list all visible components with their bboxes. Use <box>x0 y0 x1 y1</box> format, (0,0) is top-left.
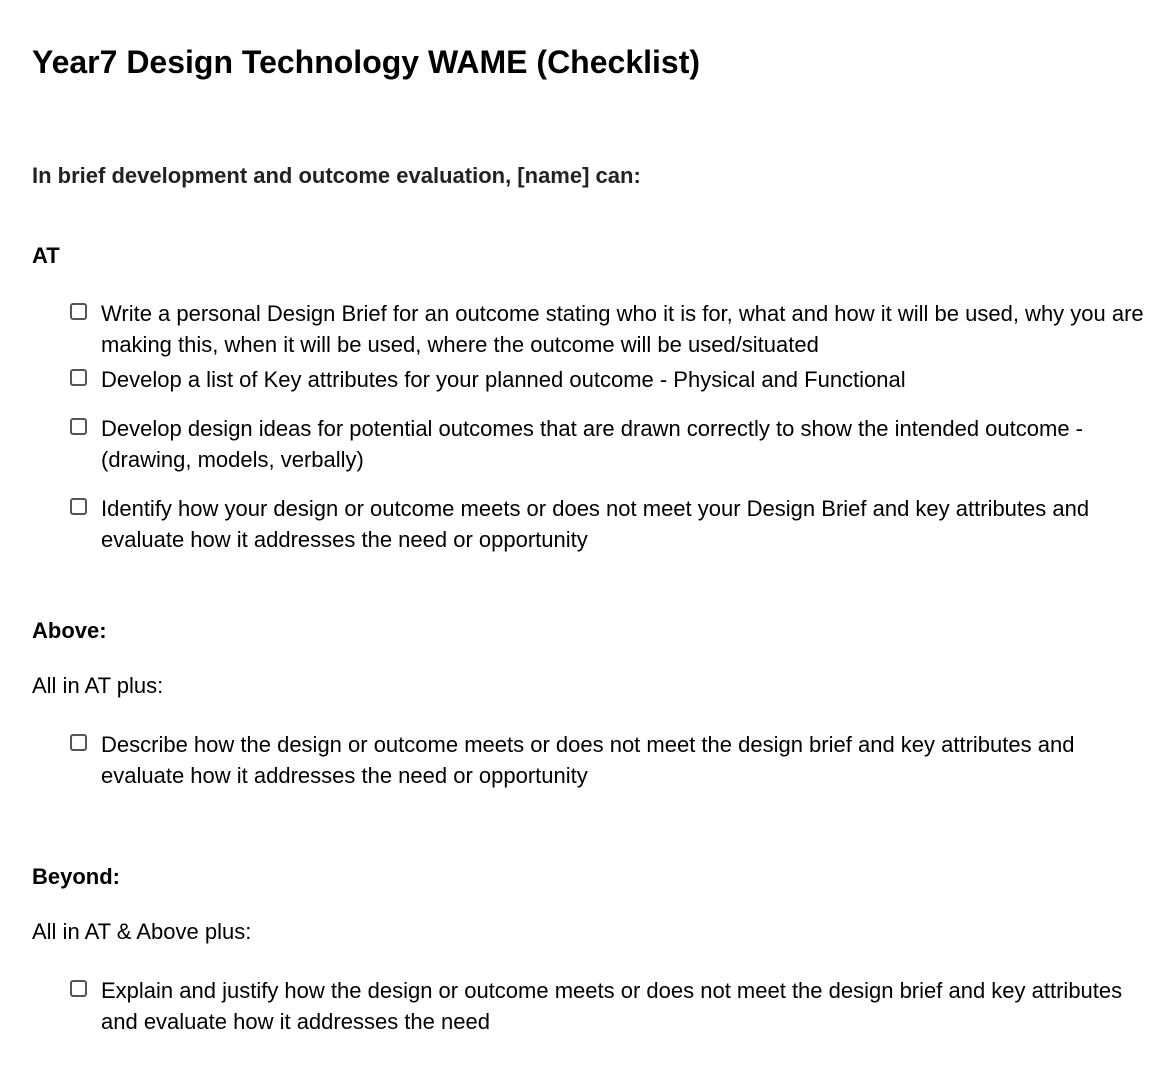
section-intro-above: All in AT plus: <box>32 673 164 698</box>
checkbox[interactable] <box>70 369 87 386</box>
checklist-item-text: Develop a list of Key attributes for your planned outcome - Physical and Functional <box>101 367 906 392</box>
checklist-item <box>70 729 1150 791</box>
checklist-item-text: Develop design ideas for potential outcomes that are drawn correctly to show the intended outcome - (drawing, models, verbally) <box>101 416 1083 472</box>
checklist-item-text: Explain and justify how the design or outcome meets or does not meet the design brief and key attributes and evaluate how it addresses the need <box>101 978 1123 1034</box>
checklist-item <box>70 975 1150 1037</box>
checklist-item-text: Write a personal Design Brief for an outcome stating who it is for, what and how it will be used, why you are making this, when it will be used, where the outcome will be used/situated <box>101 301 1144 357</box>
checklist-item <box>70 413 1150 475</box>
checkbox[interactable] <box>70 303 87 320</box>
checkbox[interactable] <box>70 418 87 435</box>
section-heading-at: AT <box>32 243 60 268</box>
checklist-item <box>70 298 1150 360</box>
checkbox[interactable] <box>70 980 87 997</box>
checkbox[interactable] <box>70 734 87 751</box>
document-title: Year7 Design Technology WAME (Checklist) <box>32 44 700 80</box>
checklist-item-text: Describe how the design or outcome meets or does not meet the design brief and key attributes and evaluate how it addresses the need or opportunity <box>101 732 1075 788</box>
section-intro-beyond: All in AT & Above plus: <box>32 919 252 944</box>
checklist-item-text: Identify how your design or outcome meets or does not meet your Design Brief and key attributes and evaluate how it addresses the need or opportunity <box>101 496 1090 552</box>
lead-text: In brief development and outcome evaluation, [name] can: <box>32 163 641 188</box>
section-heading-above: Above: <box>32 618 107 643</box>
checklist-item <box>70 493 1150 555</box>
checklist-item <box>70 364 1150 395</box>
section-heading-beyond: Beyond: <box>32 864 120 889</box>
checkbox[interactable] <box>70 498 87 515</box>
